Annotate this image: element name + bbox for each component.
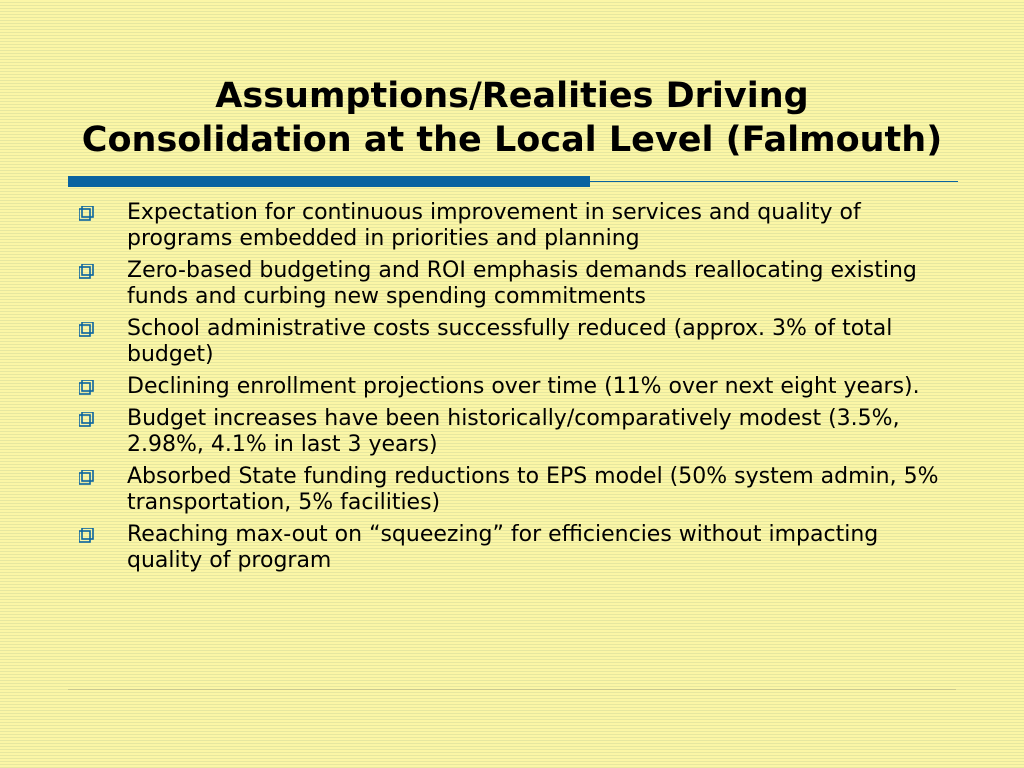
footer-rule: [68, 689, 956, 690]
bullet-text: School administrative costs successfully reduced (approx. 3% of total budget): [127, 316, 893, 367]
checkbox-icon: [79, 206, 94, 221]
checkbox-icon: [79, 412, 94, 427]
bullet-text: Zero-based budgeting and ROI emphasis demands reallocating existing funds and curbing new spending commitments: [127, 258, 917, 309]
checkbox-icon: [79, 470, 94, 485]
bullet-text: Absorbed State funding reductions to EPS model (50% system admin, 5% transportation, 5% facilities): [127, 464, 939, 515]
title-underline-thick: [68, 176, 590, 187]
bullet-text: Reaching max-out on “squeezing” for efficiencies without impacting quality of program: [127, 522, 879, 573]
bullet-item: [76, 374, 956, 400]
slide-title: [40, 74, 984, 162]
checkbox-icon: [79, 380, 94, 395]
bullet-item: [76, 316, 956, 368]
title-underline-thin: [590, 181, 958, 182]
bullet-item: [76, 200, 956, 252]
checkbox-icon: [79, 528, 94, 543]
bullet-item: [76, 522, 956, 574]
slide-title-line-1: Assumptions/Realities Driving: [215, 76, 809, 116]
bullet-text: Expectation for continuous improvement in services and quality of programs embedded in priorities and planning: [127, 200, 861, 251]
bullet-item: [76, 464, 956, 516]
checkbox-icon: [79, 264, 94, 279]
bullet-item: [76, 406, 956, 458]
checkbox-icon: [79, 322, 94, 337]
slide-title-line-2: Consolidation at the Local Level (Falmouth): [81, 120, 943, 160]
bullet-list: [76, 200, 956, 580]
bullet-text: Budget increases have been historically/comparatively modest (3.5%, 2.98%, 4.1% in last 3 years): [127, 406, 900, 457]
bullet-item: [76, 258, 956, 310]
bullet-text: Declining enrollment projections over time (11% over next eight years).: [127, 374, 920, 399]
